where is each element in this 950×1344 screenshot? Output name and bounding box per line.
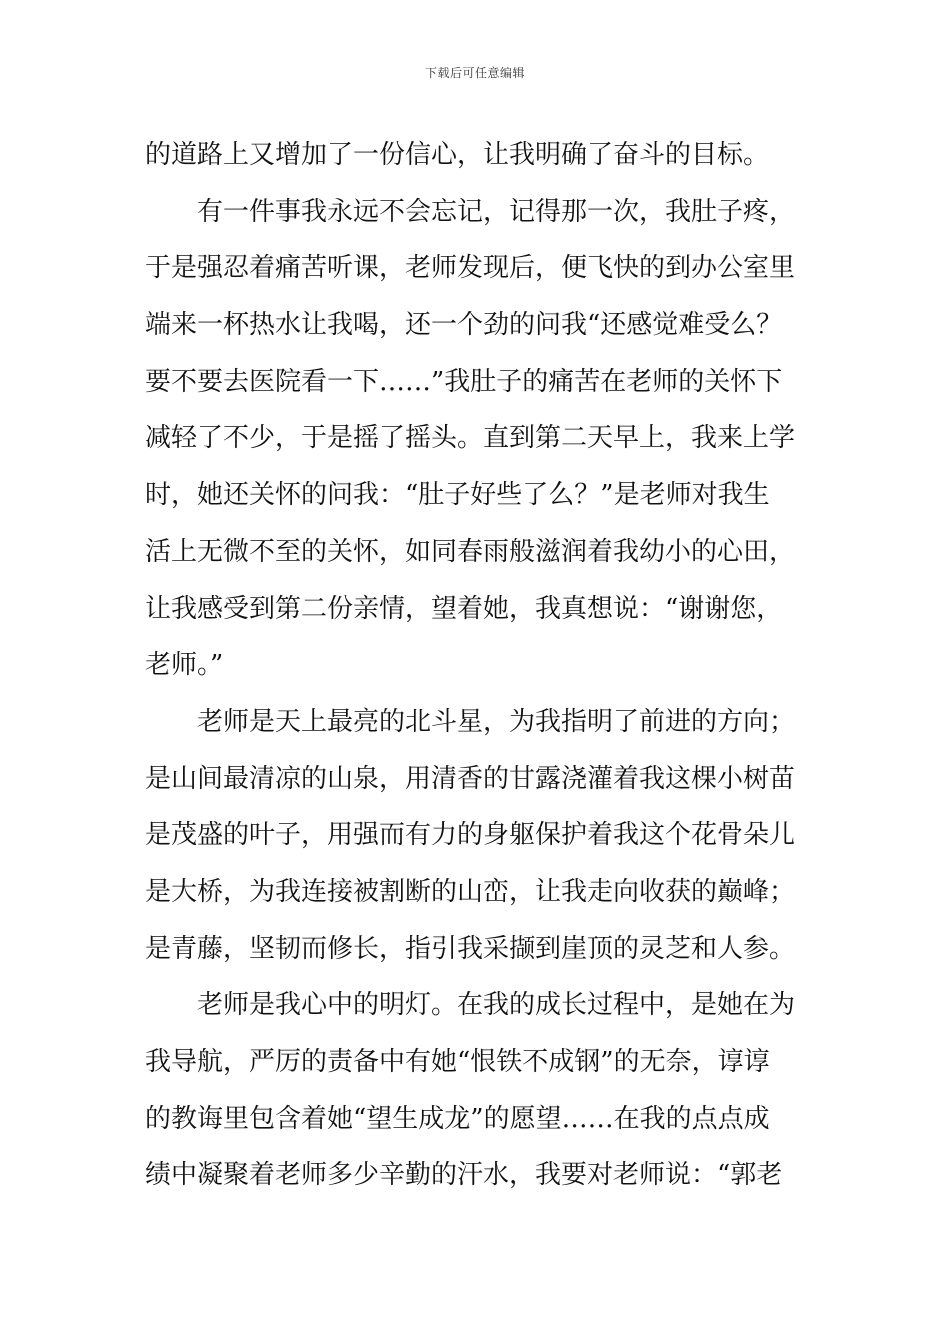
document-body	[145, 127, 810, 1204]
text-line: 是茂盛的叶子，用强而有力的身躯保护着我这个花骨朵儿	[145, 820, 796, 851]
text-line: 老师是我心中的明灯。在我的成长过程中，是她在为	[197, 990, 796, 1021]
text-line: 我导航，严厉的责备中有她“恨铁不成钢”的无奈，谆谆	[145, 1047, 770, 1077]
page-header: 下载后可任意编辑	[424, 66, 525, 80]
text-line: 老师。”	[145, 650, 224, 681]
text-line: 让我感受到第二份亲情，望着她，我真想说：“谢谢您，	[145, 593, 783, 624]
text-line: 绩中凝聚着老师多少辛勤的汗水，我要对老师说：“郭老	[145, 1160, 783, 1191]
text-line: 要不要去医院看一下……”我肚子的痛苦在老师的关怀下	[145, 366, 783, 397]
text-line: 是青藤，坚韧而修长，指引我采撷到崖顶的灵芝和人参。	[145, 933, 796, 964]
text-line: 是大桥，为我连接被割断的山峦，让我走向收获的巅峰；	[145, 876, 796, 907]
text-line: 有一件事我永远不会忘记，记得那一次，我肚子疼，	[197, 196, 796, 227]
text-line: 端来一杯热水让我喝，还一个劲的问我“还感觉难受么？	[145, 310, 783, 341]
text-line: 减轻了不少，于是摇了摇头。直到第二天早上，我来上学	[145, 423, 796, 454]
text-line: 活上无微不至的关怀，如同春雨般滋润着我幼小的心田，	[145, 536, 796, 567]
text-line: 的教诲里包含着她“望生成龙”的愿望……在我的点点成	[145, 1103, 770, 1134]
text-line: 老师是天上最亮的北斗星，为我指明了前进的方向；	[197, 706, 796, 737]
text-line: 是山间最清凉的山泉，用清香的甘露浇灌着我这棵小树苗	[145, 763, 796, 794]
text-line: 于是强忍着痛苦听课，老师发现后，便飞快的到办公室里	[145, 253, 796, 284]
text-line: 时，她还关怀的问我：“肚子好些了么？”是老师对我生	[145, 480, 770, 511]
text-line: 的道路上又增加了一份信心，让我明确了奋斗的目标。	[145, 140, 770, 170]
